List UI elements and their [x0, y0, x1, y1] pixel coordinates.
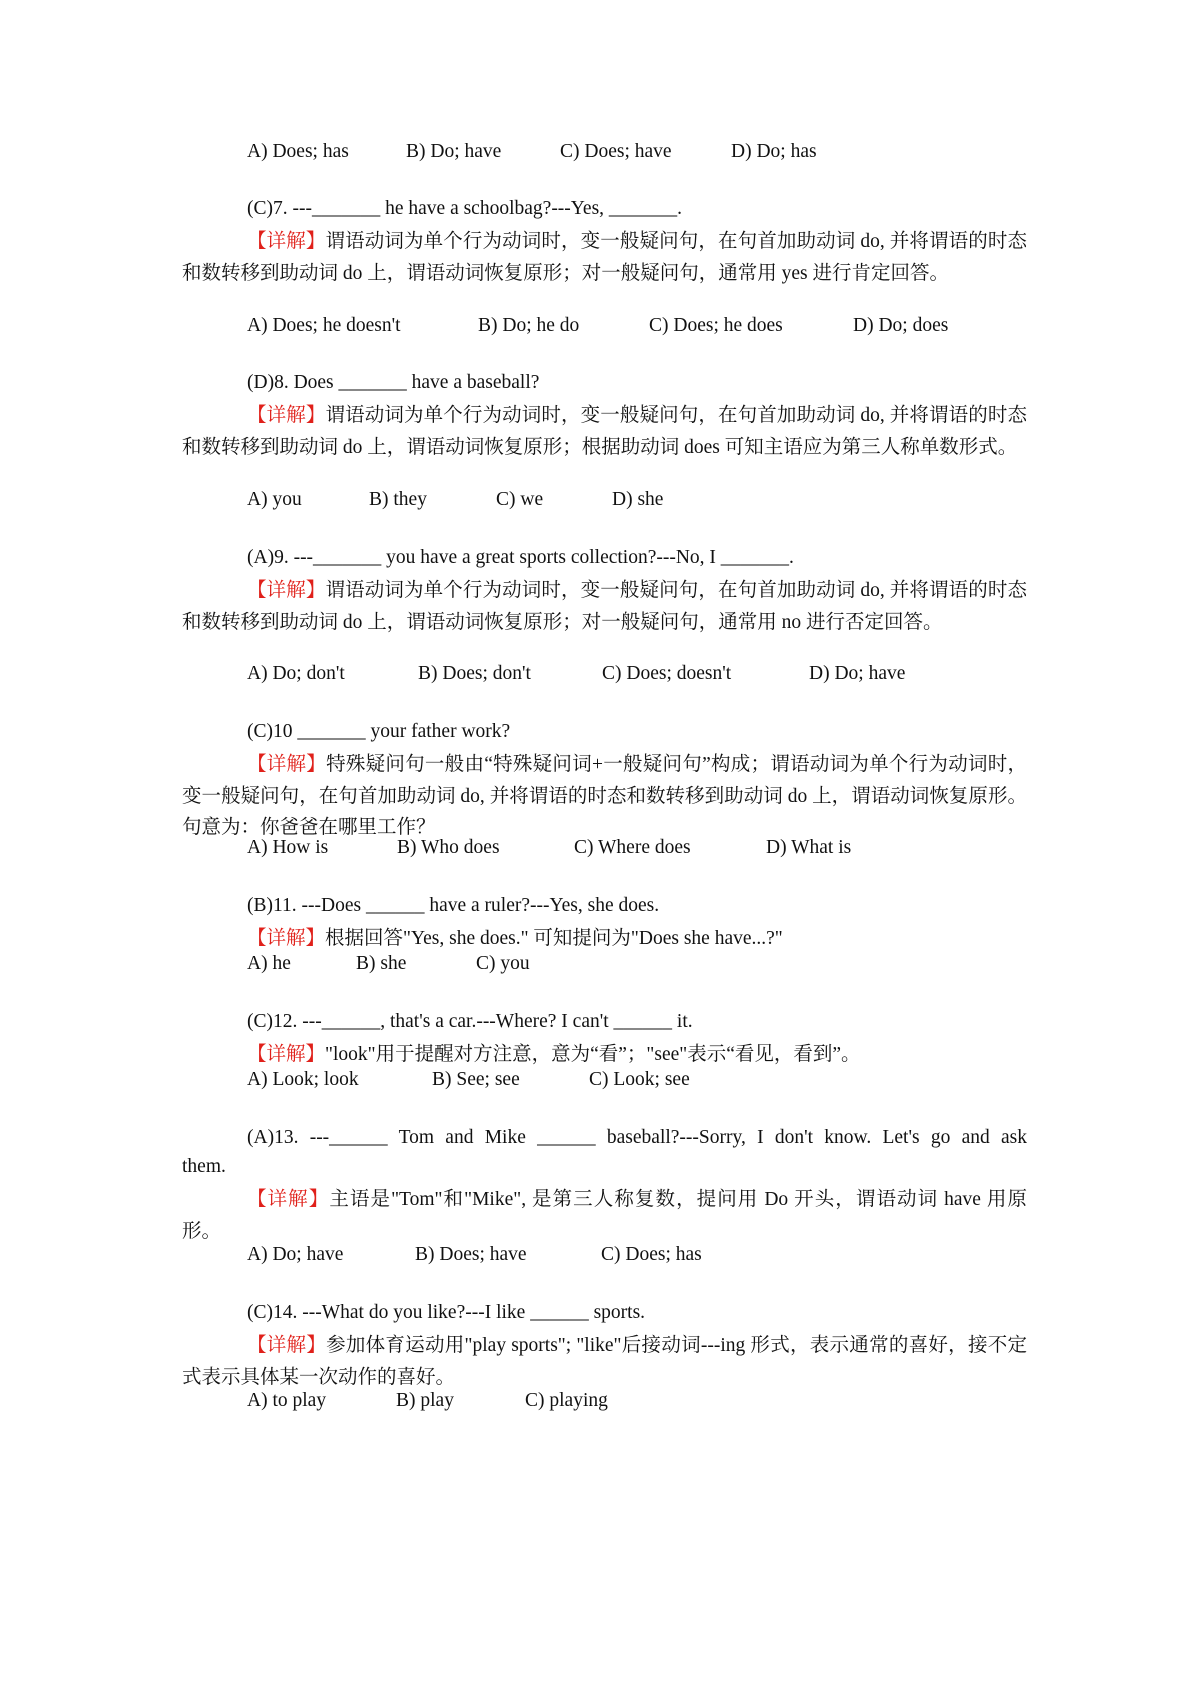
- question-14-explanation: [182, 1330, 1027, 1393]
- option-d: D) Do; has: [731, 141, 817, 162]
- option-c: C) you: [476, 953, 530, 974]
- option-b: B) Does; have: [415, 1244, 527, 1265]
- option-c: C) Does; he does: [649, 315, 783, 336]
- option-c: C) playing: [525, 1390, 608, 1411]
- question-13-stem-continued: them.: [182, 1156, 226, 1177]
- question-10-explanation: [182, 749, 1027, 844]
- explain-text: 根据回答"Yes, she does." 可知提问为"Does she have...?": [325, 928, 783, 949]
- explain-text: 特殊疑问句一般由“特殊疑问词+一般疑问句”构成；谓语动词为单个行为动词时，变一般疑问句，在句首加助动词 do, 并将谓语的时态和数转移到助动词 do 上，谓语动词恢复原形。句意为：你爸爸在哪里工作？: [182, 754, 1027, 838]
- option-c: C) Does; has: [601, 1244, 702, 1265]
- question-9-stem: (A)9. ---_______ you have a great sports collection?---No, I _______.: [247, 547, 794, 568]
- option-c: C) we: [496, 489, 544, 510]
- option-c: C) Where does: [574, 837, 691, 858]
- explain-text: 谓语动词为单个行为动词时，变一般疑问句，在句首加助动词 do, 并将谓语的时态和数转移到助动词 do 上，谓语动词恢复原形；根据助动词 does 可知主语应为第三人称单数形式。: [182, 405, 1027, 458]
- option-b: B) See; see: [432, 1069, 520, 1090]
- option-b: B) play: [396, 1390, 454, 1411]
- explain-text: "look"用于提醒对方注意，意为“看”；"see"表示“看见，看到”。: [325, 1044, 861, 1065]
- option-b: B) Does; don't: [418, 663, 531, 684]
- option-c: C) Does; have: [560, 141, 672, 162]
- question-13-explanation: [182, 1184, 1027, 1247]
- question-14-stem: (C)14. ---What do you like?---I like ______ sports.: [247, 1302, 646, 1323]
- option-d: D) Do; have: [809, 663, 906, 684]
- option-a: A) Does; has: [247, 141, 349, 162]
- option-a: A) to play: [247, 1390, 327, 1411]
- option-c: C) Does; doesn't: [602, 663, 732, 684]
- question-12-stem: (C)12. ---______, that's a car.---Where? I can't ______ it.: [247, 1011, 693, 1032]
- explain-tag: 【详解】: [247, 1044, 326, 1065]
- option-b: B) she: [356, 953, 407, 974]
- option-a: A) he: [247, 953, 291, 974]
- question-12-explanation: [182, 1039, 1027, 1071]
- question-11-explanation: [182, 923, 1027, 955]
- option-b: B) Who does: [397, 837, 500, 858]
- question-13-stem: (A)13. ---______ Tom and Mike ______ baseball?---Sorry, I don't know. Let's go and ask: [247, 1127, 1027, 1148]
- option-d: D) What is: [766, 837, 852, 858]
- explain-tag: 【详解】: [247, 580, 326, 601]
- option-d: D) Do; does: [853, 315, 949, 336]
- explain-tag: 【详解】: [247, 1335, 327, 1356]
- explain-tag: 【详解】: [247, 231, 326, 252]
- option-c: C) Look; see: [589, 1069, 690, 1090]
- option-a: A) Do; don't: [247, 663, 345, 684]
- option-d: D) she: [612, 489, 664, 510]
- question-10-stem: (C)10 _______ your father work?: [247, 721, 511, 742]
- option-a: A) Does; he doesn't: [247, 315, 401, 336]
- explain-tag: 【详解】: [247, 928, 326, 949]
- question-8-stem: (D)8. Does _______ have a baseball?: [247, 372, 540, 393]
- explain-text: 参加体育运动用"play sports"; "like"后接动词---ing 形式，表示通常的喜好，接不定式表示具体某一次动作的喜好。: [182, 1335, 1027, 1388]
- explain-tag: 【详解】: [247, 405, 326, 426]
- explain-tag: 【详解】: [247, 1189, 330, 1210]
- question-11-stem: (B)11. ---Does ______ have a ruler?---Yes, she does.: [247, 895, 660, 916]
- question-7-explanation: [182, 226, 1027, 289]
- option-a: A) you: [247, 489, 302, 510]
- option-a: A) Do; have: [247, 1244, 344, 1265]
- question-7-stem: (C)7. ---_______ he have a schoolbag?---Yes, _______.: [247, 198, 683, 219]
- question-9-explanation: [182, 575, 1027, 638]
- option-b: B) they: [369, 489, 427, 510]
- explain-text: 谓语动词为单个行为动词时，变一般疑问句，在句首加助动词 do, 并将谓语的时态和数转移到助动词 do 上，谓语动词恢复原形；对一般疑问句，通常用 yes 进行肯定回答。: [182, 231, 1027, 284]
- explain-tag: 【详解】: [247, 754, 327, 775]
- option-a: A) Look; look: [247, 1069, 359, 1090]
- explain-text: 谓语动词为单个行为动词时，变一般疑问句，在句首加助动词 do, 并将谓语的时态和数转移到助动词 do 上，谓语动词恢复原形；对一般疑问句，通常用 no 进行否定回答。: [182, 580, 1027, 633]
- option-a: A) How is: [247, 837, 329, 858]
- option-b: B) Do; he do: [478, 315, 580, 336]
- option-b: B) Do; have: [406, 141, 502, 162]
- explain-text: 主语是"Tom"和"Mike", 是第三人称复数，提问用 Do 开头，谓语动词 have 用原形。: [182, 1189, 1027, 1242]
- question-8-explanation: [182, 400, 1027, 463]
